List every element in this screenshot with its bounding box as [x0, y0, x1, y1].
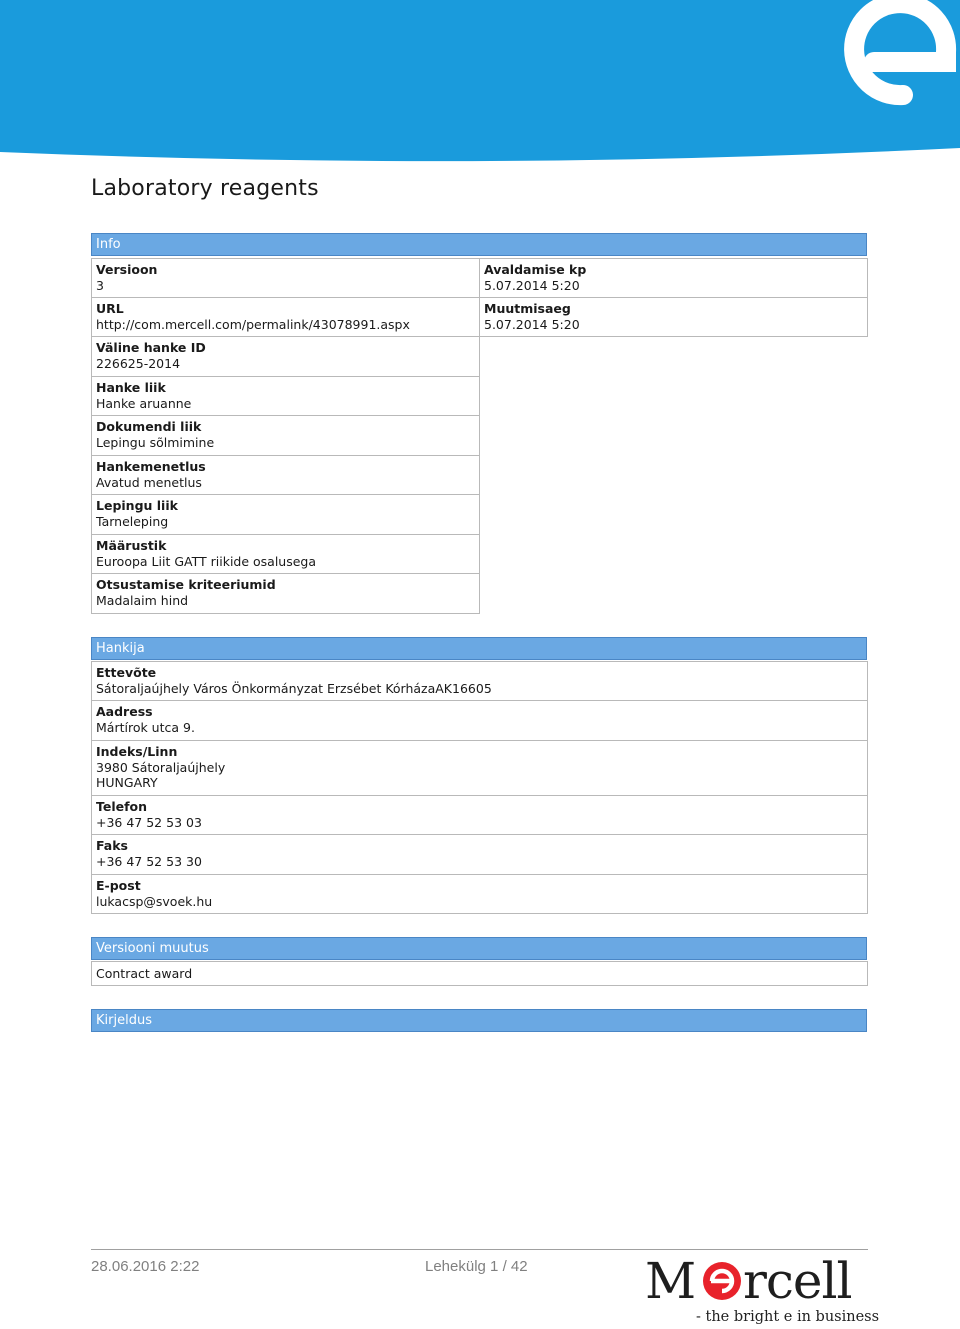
field-label: Muutmisaeg: [484, 301, 571, 316]
field-label: Avaldamise kp: [484, 262, 587, 277]
hankija-field-ettevote: [91, 661, 868, 701]
field-label: Hanke liik: [96, 380, 166, 395]
info-field-versioon: [91, 258, 480, 298]
info-field-lepingu-liik: [91, 494, 480, 535]
svg-text:rcell: rcell: [743, 1254, 852, 1304]
section-versiooni-muutus-header: Versiooni muutus: [91, 937, 867, 960]
field-value: +36 47 52 53 30: [96, 853, 202, 869]
field-value: 3: [96, 277, 104, 293]
field-value: Lepingu sõlmimine: [96, 434, 215, 450]
field-value: 5.07.2014 5:20: [484, 316, 580, 332]
mercell-logo-e-icon: [703, 1262, 741, 1300]
info-field-hanke-liik: [91, 376, 480, 416]
hankija-field-faks: [91, 834, 868, 875]
field-label: Versioon: [96, 262, 158, 277]
info-field-url: [91, 297, 480, 337]
info-field-avaldamise-kp: [479, 258, 868, 298]
field-label: Telefon: [96, 799, 148, 814]
field-label: E-post: [96, 878, 141, 893]
info-field-dokumendi-liik: [91, 415, 480, 456]
field-label: Väline hanke ID: [96, 340, 206, 355]
hankija-field-indeks-linn: [91, 740, 868, 796]
field-value: Hanke aruanne: [96, 395, 192, 411]
field-value: 5.07.2014 5:20: [484, 277, 580, 293]
field-label: URL: [96, 301, 124, 316]
info-field-hankemenetlus: [91, 455, 480, 495]
hankija-field-aadress: [91, 700, 868, 741]
svg-text:M: M: [645, 1254, 697, 1304]
permalink-url[interactable]: http://com.mercell.com/permalink/43078991.aspx: [96, 316, 410, 332]
field-label: Otsustamise kriteeriumid: [96, 577, 276, 592]
field-label: Aadress: [96, 704, 153, 719]
field-value: Avatud menetlus: [96, 474, 202, 490]
field-label: Määrustik: [96, 538, 167, 553]
header-banner: [0, 0, 960, 165]
field-value: 3980 Sátoraljaújhely HUNGARY: [96, 759, 226, 790]
hankija-field-e-post: [91, 874, 868, 914]
field-label: Indeks/Linn: [96, 744, 178, 759]
info-field-external-id: [91, 336, 480, 377]
brand-tagline: - the bright e in business: [696, 1309, 880, 1325]
info-field-kriteeriumid: [91, 573, 480, 614]
field-value: Tarneleping: [96, 513, 169, 529]
field-label: Ettevõte: [96, 665, 157, 680]
field-label: Dokumendi liik: [96, 419, 202, 434]
field-value: Contract award: [96, 966, 193, 981]
field-value: 226625-2014: [96, 355, 181, 371]
section-info-header: Info: [91, 233, 867, 256]
field-label: Faks: [96, 838, 128, 853]
footer-date: 28.06.2016 2:22: [91, 1258, 200, 1275]
field-value: Euroopa Liit GATT riikide osalusega: [96, 553, 317, 569]
field-label: Lepingu liik: [96, 498, 178, 513]
field-value: +36 47 52 53 03: [96, 814, 202, 830]
field-label: Hankemenetlus: [96, 459, 206, 474]
footer-divider: [91, 1249, 868, 1250]
info-field-maarustik: [91, 534, 480, 574]
mercell-logo: [645, 1254, 870, 1304]
versiooni-muutus-value: [91, 961, 868, 986]
hankija-field-telefon: [91, 795, 868, 835]
section-hankija-header: Hankija: [91, 637, 867, 660]
email-link[interactable]: lukacsp@svoek.hu: [96, 893, 213, 909]
field-value: Mártírok utca 9.: [96, 719, 195, 735]
footer-page-number: Lehekülg 1 / 42: [425, 1258, 528, 1275]
field-value: Madalaim hind: [96, 592, 189, 608]
field-value: Sátoraljaújhely Város Önkormányzat Erzsébet KórházaAK16605: [96, 680, 492, 696]
section-kirjeldus-header: Kirjeldus: [91, 1009, 867, 1032]
info-field-muutmisaeg: [479, 297, 868, 337]
page-title: Laboratory reagents: [91, 176, 319, 201]
